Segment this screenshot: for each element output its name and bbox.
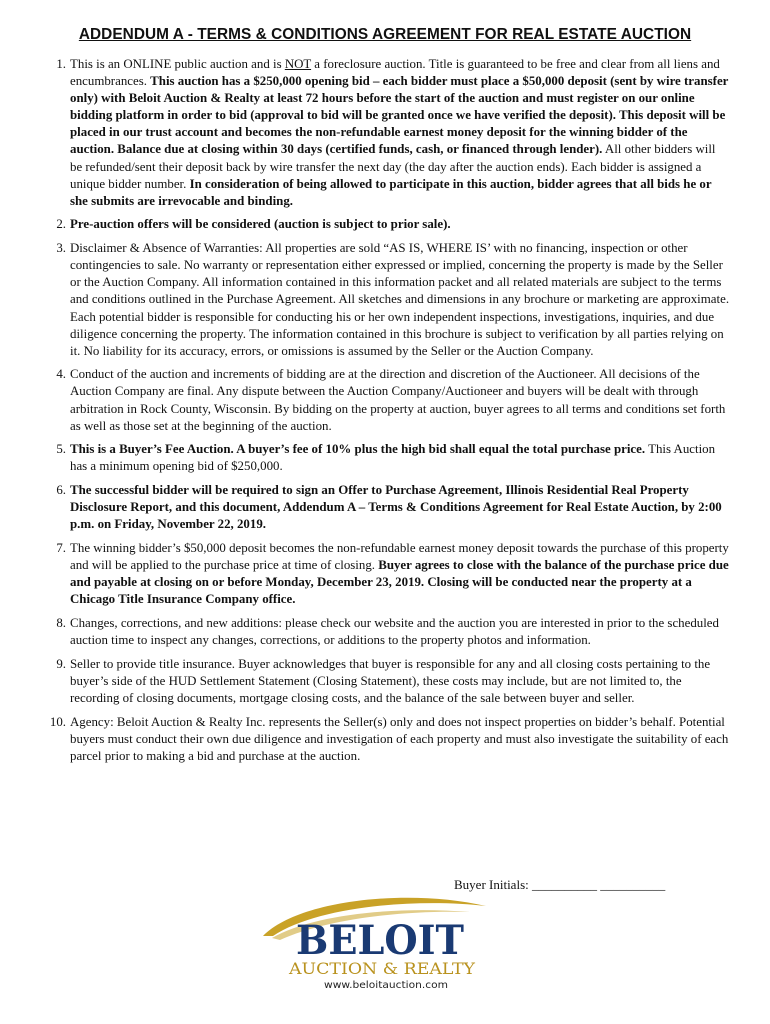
item-text-bold: Buyer agrees to close with the balance of the purchase price due and payable at closing on or before Monday, December 23, 2019. Closing will be conducted near the property at a Chicago Title Insurance Company office. [70, 558, 729, 607]
item-text: Seller to provide title insurance. Buyer acknowledges that buyer is responsible for any and all closing costs pertaining to the buyer’s side of the HUD Settlement Statement (Closing Statement), these costs may include, but are not limited to, the recording of closing documents, mortgage closing costs, and the balance of the sale between buyer and seller. [70, 656, 711, 705]
item-number: 4. [56, 367, 66, 382]
terms-item-9 [40, 656, 730, 707]
item-number: 1. [56, 57, 66, 71]
item-text: Disclaimer & Absence of Warranties: All properties are sold “AS IS, WHERE IS’ with no financing, inspection or other contingencies to sale. No warranty or representation either expressed or implied, concerning the property is made by the Seller or the Auction Company. All information contained in this information packet and all related materials are subject to the terms and conditions outlined in the Purchase Agreement. All sketches and dimensions in any brochure or marketing are approximate. Each potential bidder is responsible for conducting his or her own independent inspections, investigations, inquiries, and due diligence concerning the property. The information contained in this brochure is subject to verification by all parties relying on it. No liability for its accuracy, errors, or omissions is assumed by the Seller or the Auction Company. [70, 241, 730, 358]
item-text: This is an ONLINE public auction and is [70, 57, 285, 71]
item-number: 7. [56, 541, 66, 555]
item-text: This Auction has a minimum opening bid of $250,000. [70, 442, 716, 474]
item-text: The winning bidder’s $50,000 deposit becomes the non-refundable earnest money deposit towards the purchase of this property and will be applied to the purchase price at time of closing. [70, 541, 729, 573]
item-text: a foreclosure auction. Title is guaranteed to be free and clear from all liens and encumbrances. [70, 57, 720, 89]
item-text-bold: In consideration of being allowed to participate in this auction, bidder agrees that all bids he or she submits are irrevocable and binding. [70, 176, 712, 208]
item-text: All other bidders will be refunded/sent their deposit back by wire transfer the next day (the day after the auction ends). Each bidder is assigned a unique bidder number. [70, 142, 716, 191]
terms-item-7 [40, 540, 730, 608]
terms-item-2 [40, 216, 730, 233]
terms-item-10 [40, 714, 730, 765]
terms-item-4 [40, 366, 730, 434]
item-number: 10. [49, 714, 66, 729]
item-text: Conduct of the auction and increments of bidding are at the direction and discretion of the Auctioneer. All decisions of the Auction Company are final. Any dispute between the Auction Company/Auctioneer and buyers will be dealt with through arbitration in Rock County, Wisconsin. By bidding on the property at auction, buyer agrees to all terms and conditions set forth as well as those set at the beginning of the auction. [70, 367, 726, 433]
logo-name: BELOIT [296, 917, 465, 964]
logo-tagline: AUCTION & REALTY [287, 959, 476, 978]
item-text-bold: This is a Buyer’s Fee Auction. A buyer’s fee of 10% plus the high bid shall equal the total purchase price. [70, 442, 646, 457]
item-text: Changes, corrections, and new additions: please check our website and the auction you are interested in prior to the scheduled auction time to inspect any changes, corrections, or additions to the property photos and information. [70, 615, 719, 648]
item-number: 3. [56, 241, 66, 256]
terms-item-8 [40, 615, 730, 649]
terms-item-1 [40, 56, 730, 210]
item-number: 9. [56, 656, 66, 671]
item-number: 8. [56, 615, 66, 630]
terms-item-6 [40, 482, 730, 533]
item-text: Agency: Beloit Auction & Realty Inc. represents the Seller(s) only and does not inspect properties on bidder’s behalf. Potential buyers must conduct their own due diligence and investigation of each property and must also investigate the suitability of each parcel prior to making a bid and purchase at the auction. [70, 714, 729, 763]
logo-url: www.beloitauction.com [324, 980, 448, 991]
item-text-bold: The successful bidder will be required to sign an Offer to Purchase Agreement, Illinois Residential Real Property Disclosure Report, and this document, Addendum A – Terms & Conditions Agreement for Real Estate Auction, by 2:00 p.m. on Friday, November 22, 2019. [70, 483, 722, 532]
buyer-initials-line: Buyer Initials: __________ __________ [454, 877, 666, 892]
item-text-underlined: NOT [284, 57, 312, 71]
terms-item-3 [40, 240, 730, 360]
terms-list [40, 56, 730, 772]
item-number: 2. [56, 217, 66, 232]
item-number: 6. [56, 483, 66, 498]
item-number: 5. [56, 442, 66, 457]
item-text-bold: Pre-auction offers will be considered (auction is subject to prior sale). [70, 217, 451, 232]
document-title: ADDENDUM A - TERMS & CONDITIONS AGREEMENT FOR REAL ESTATE AUCTION [78, 26, 692, 43]
beloit-auction-logo [258, 892, 498, 992]
terms-item-5 [40, 441, 730, 475]
item-text-bold: This auction has a $250,000 opening bid – each bidder must place a $50,000 deposit (sent by wire transfer only) with Beloit Auction & Realty at least 72 hours before the start of the auction and must register on our online bidding platform in order to bid (approval to bid will be granted once we have verified the deposit). This deposit will be placed in our trust account and becomes the non-refundable earnest money deposit for the winning bidder of the auction. Balance due at closing within 30 days (certified funds, cash, or financed through lender). [70, 74, 729, 157]
